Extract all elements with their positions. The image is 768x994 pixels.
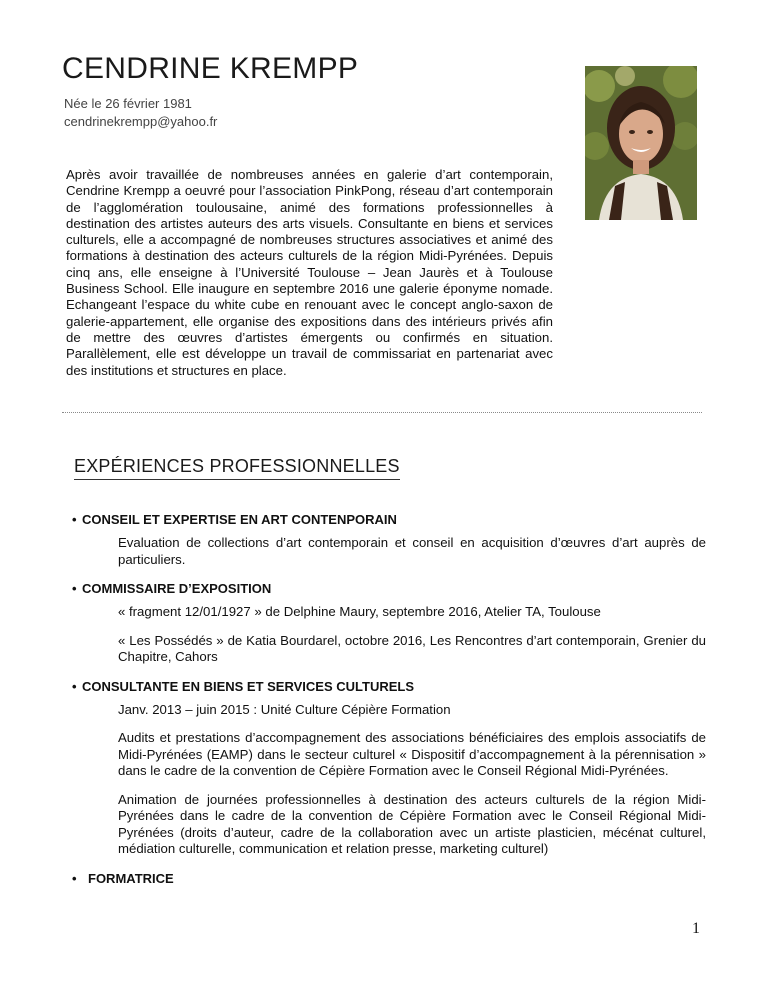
experience-entry xyxy=(72,512,712,568)
bullet-icon: • xyxy=(72,678,77,694)
entry-title-text: FORMATRICE xyxy=(88,870,174,886)
dotted-divider xyxy=(62,412,702,413)
bio-paragraph: Après avoir travaillée de nombreuses années en galerie d’art contemporain, Cendrine Krempp a oeuvré pour l’association PinkPong, réseau d’art contemporain de l’agglomération toulousaine, animé des formations professionnelles à destination des artistes auteurs des arts visuels. Consultante en biens et services culturels, elle a accompagné de nombreuses structures associatives et animé des formations à destination des acteurs culturels de la région Midi-Pyrénées. Depuis cinq ans, elle enseigne à l’Université Toulouse – Jean Jaurès et à Toulouse Business School. Elle inaugure en septembre 2016 une galerie éponyme nomade. Echangeant l’espace du white cube en renouant avec le concept anglo-saxon de galerie-appartement, elle organise des expositions dans des intérieurs privés afin de mettre des œuvres d’artistes émergents ou confirmés en situation. Parallèlement, elle est développe un travail de commissariat en partenariat avec des institutions et structures en place. xyxy=(66,167,553,378)
section-heading: EXPÉRIENCES PROFESSIONNELLES xyxy=(74,456,400,476)
entry-paragraph: « fragment 12/01/1927 » de Delphine Maury, septembre 2016, Atelier TA, Toulouse xyxy=(118,604,601,619)
page-number: 1 xyxy=(692,920,700,937)
entry-paragraph: Animation de journées professionnelles à destination des acteurs culturels de la région Midi-Pyrénées dans le cadre de la convention de Cépière Formation avec le Conseil Régional Midi-Pyrénées (droits d’auteur, cadre de la collaboration avec un artiste plasticien, mécénat culturel, médiation culturelle, communication et relation presse, marketing culturel) xyxy=(118,791,706,856)
bullet-icon: • xyxy=(72,512,77,527)
entry-title-text: CONSEIL ET EXPERTISE EN ART CONTENPORAIN xyxy=(82,512,397,527)
entry-paragraph: Audits et prestations d’accompagnement des associations bénéficiaires des emplois associatifs de Midi-Pyrénées (EAMP) dans le secteur culturel « Dispositif d’accompagnement à la pérennisation » dans le cadre de la convention de Cépière Formation avec le Conseil Régional Midi-Pyrénées. xyxy=(118,730,706,778)
entry-title xyxy=(72,512,712,527)
page-title: CENDRINE KREMPP xyxy=(62,52,359,85)
contact-info xyxy=(64,95,217,131)
email-address: cendrinekrempp@yahoo.fr xyxy=(64,114,218,129)
entry-title-text: CONSULTANTE EN BIENS ET SERVICES CULTURELS xyxy=(82,678,415,694)
entry-title xyxy=(72,581,712,596)
entry-paragraph: Evaluation de collections d’art contemporain et conseil en acquisition d’œuvres d’art auprès de particuliers. xyxy=(118,535,706,567)
experience-entry xyxy=(72,581,712,666)
entry-title-text: COMMISSAIRE D’EXPOSITION xyxy=(82,581,272,596)
portrait-illustration xyxy=(585,66,697,220)
entry-title xyxy=(72,871,712,886)
entry-title xyxy=(72,679,712,694)
bullet-icon: • xyxy=(72,870,77,886)
entry-paragraph: Janv. 2013 – juin 2015 : Unité Culture Cépière Formation xyxy=(118,701,451,717)
experience-entry xyxy=(72,871,712,886)
bullet-icon: • xyxy=(72,581,77,596)
experience-entry xyxy=(72,679,712,858)
birth-date: Née le 26 février 1981 xyxy=(64,96,192,111)
entry-paragraph: « Les Possédés » de Katia Bourdarel, octobre 2016, Les Rencontres d’art contemporain, Grenier du Chapitre, Cahors xyxy=(118,632,706,664)
portrait-photo xyxy=(585,66,697,220)
experience-list xyxy=(72,512,712,899)
